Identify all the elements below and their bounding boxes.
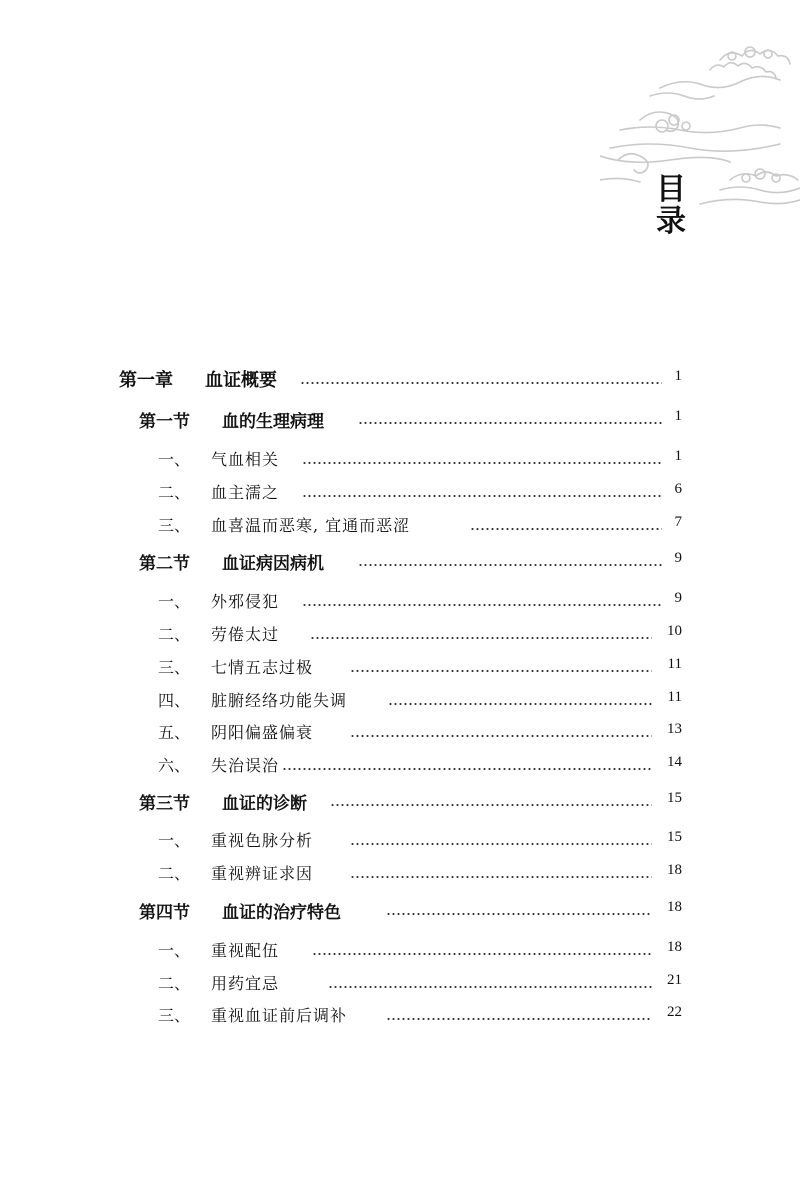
toc-leader-dots <box>358 564 662 566</box>
toc-entry-title: 重视血证前后调补 <box>211 1006 348 1025</box>
toc-page-number: 22 <box>667 1004 682 1020</box>
toc-item-row[interactable] <box>0 586 800 614</box>
toc-leader-dots <box>350 735 652 737</box>
toc-page-number: 21 <box>667 972 682 988</box>
toc-section-row[interactable] <box>0 546 800 574</box>
toc-page-number: 1 <box>674 408 682 424</box>
toc-entry-title: 用药宜忌 <box>211 974 280 993</box>
toc-entry-title: 劳倦太过 <box>211 625 280 644</box>
toc-entry-title: 血证病因病机 <box>222 554 324 574</box>
toc-heading-char: 目 <box>656 172 686 207</box>
toc-entry-number: 六、 <box>158 756 191 775</box>
toc-entry-title: 气血相关 <box>211 450 280 469</box>
toc-item-row[interactable] <box>0 477 800 505</box>
toc-entry-number: 第二节 <box>139 554 190 574</box>
toc-page-number: 1 <box>674 448 682 464</box>
toc-entry-title: 血的生理病理 <box>222 412 324 432</box>
toc-page-number: 10 <box>667 623 682 639</box>
toc-item-row[interactable] <box>0 968 800 996</box>
toc-leader-dots <box>312 953 652 955</box>
toc-entry-number: 二、 <box>158 625 191 644</box>
toc-page-number: 18 <box>667 939 682 955</box>
toc-entry-title: 七情五志过极 <box>211 658 314 677</box>
toc-item-row[interactable] <box>0 652 800 680</box>
toc-leader-dots <box>300 382 662 384</box>
toc-page-number: 18 <box>667 862 682 878</box>
toc-entry-title: 重视配伍 <box>211 941 280 960</box>
toc-leader-dots <box>386 913 652 915</box>
toc-entry-number: 三、 <box>158 658 191 677</box>
toc-item-row[interactable] <box>0 619 800 647</box>
toc-entry-number: 一、 <box>158 450 191 469</box>
toc-entry-title: 阴阳偏盛偏衰 <box>211 723 314 742</box>
toc-leader-dots <box>302 462 662 464</box>
toc-page-number: 13 <box>667 721 682 737</box>
toc-item-row[interactable] <box>0 1000 800 1028</box>
toc-entry-number: 第三节 <box>139 794 190 814</box>
toc-entry-number: 一、 <box>158 941 191 960</box>
toc-leader-dots <box>350 876 652 878</box>
toc-section-row[interactable] <box>0 895 800 923</box>
toc-entry-number: 二、 <box>158 864 191 883</box>
toc-entry-title: 失治误治 <box>211 756 280 775</box>
toc-section-row[interactable] <box>0 786 800 814</box>
toc-leader-dots <box>282 768 652 770</box>
toc-leader-dots <box>302 604 662 606</box>
toc-entry-title: 重视色脉分析 <box>211 831 314 850</box>
toc-leader-dots <box>358 422 662 424</box>
toc-leader-dots <box>310 637 652 639</box>
toc-entry-title: 脏腑经络功能失调 <box>211 691 348 710</box>
toc-section-row[interactable] <box>0 404 800 432</box>
toc-leader-dots <box>350 670 652 672</box>
toc-entry-title: 外邪侵犯 <box>211 592 280 611</box>
toc-entry-number: 五、 <box>158 723 191 742</box>
toc-page-number: 9 <box>674 590 682 606</box>
toc-item-row[interactable] <box>0 510 800 538</box>
toc-leader-dots <box>386 1018 652 1020</box>
toc-chapter-row[interactable] <box>0 364 800 392</box>
toc-leader-dots <box>330 804 652 806</box>
toc-entry-number: 第四节 <box>139 903 190 923</box>
toc-page-number: 18 <box>667 899 682 915</box>
toc-item-row[interactable] <box>0 935 800 963</box>
toc-page-number: 15 <box>667 829 682 845</box>
toc-page-number: 11 <box>667 689 682 705</box>
toc-item-row[interactable] <box>0 685 800 713</box>
toc-item-row[interactable] <box>0 858 800 886</box>
toc-entry-title: 血证的诊断 <box>222 794 307 814</box>
toc-entry-number: 一、 <box>158 592 191 611</box>
toc-item-row[interactable] <box>0 750 800 778</box>
toc-page-number: 14 <box>667 754 682 770</box>
toc-page-number: 11 <box>667 656 682 672</box>
toc-entry-title: 血证的治疗特色 <box>222 903 341 923</box>
toc-page-number: 6 <box>674 481 682 497</box>
toc-leader-dots <box>470 528 662 530</box>
toc-entry-number: 四、 <box>158 691 191 710</box>
toc-item-row[interactable] <box>0 444 800 472</box>
toc-leader-dots <box>328 986 652 988</box>
toc-entry-number: 三、 <box>158 1006 191 1025</box>
toc-entry-number: 第一节 <box>139 412 190 432</box>
toc-leader-dots <box>350 843 652 845</box>
toc-entry-number: 二、 <box>158 974 191 993</box>
toc-page-number: 15 <box>667 790 682 806</box>
toc-entry-number: 第一章 <box>119 370 173 391</box>
toc-leader-dots <box>302 495 662 497</box>
toc-entry-title: 重视辨证求因 <box>211 864 314 883</box>
toc-entry-title: 血证概要 <box>205 370 277 391</box>
toc-entry-title: 血喜温而恶寒, 宜通而恶涩 <box>211 516 411 535</box>
toc-entry-number: 三、 <box>158 516 191 535</box>
toc-entry-title: 血主濡之 <box>211 483 280 502</box>
toc-leader-dots <box>388 703 652 705</box>
toc-page-number: 9 <box>674 550 682 566</box>
toc-page-number: 1 <box>674 368 682 384</box>
toc-item-row[interactable] <box>0 825 800 853</box>
toc-entry-number: 一、 <box>158 831 191 850</box>
toc-heading-char: 录 <box>656 204 686 239</box>
toc-page-number: 7 <box>674 514 682 530</box>
toc-item-row[interactable] <box>0 717 800 745</box>
toc-entry-number: 二、 <box>158 483 191 502</box>
